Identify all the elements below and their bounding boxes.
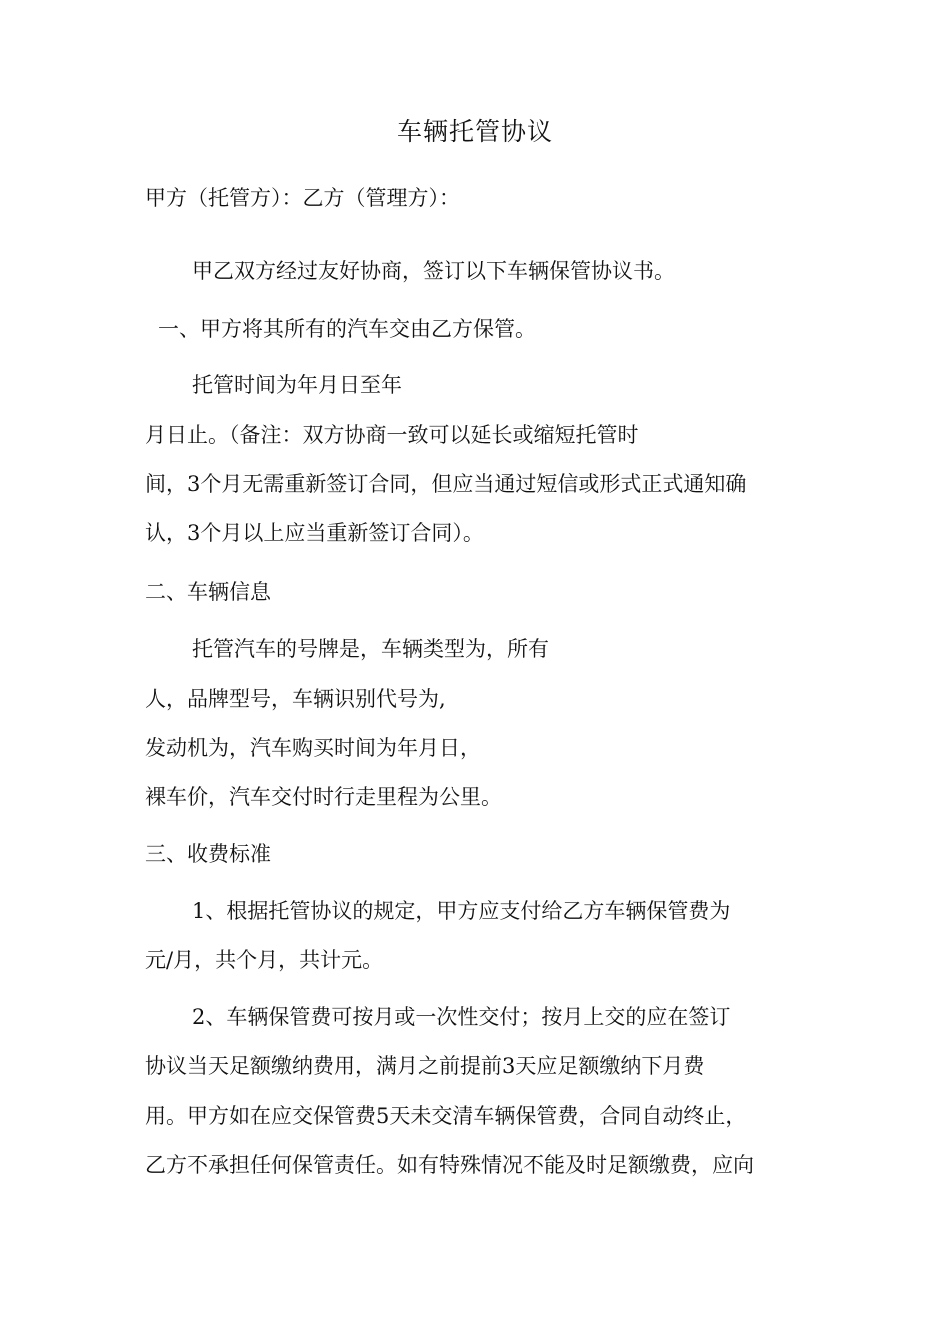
paragraph-line: 用。甲方如在应交保管费5天未交清车辆保管费，合同自动终止， bbox=[145, 1104, 747, 1128]
paragraph-line: 发动机为，汽车购买时间为年月日， bbox=[145, 736, 481, 760]
section-heading: 一、甲方将其所有的汽车交由乙方保管。 bbox=[158, 317, 536, 341]
paragraph-line: 人，品牌型号，车辆识别代号为, bbox=[145, 687, 446, 711]
paragraph-line: 托管时间为年月日至年 bbox=[192, 373, 402, 397]
document-title: 车辆托管协议 bbox=[396, 117, 553, 146]
paragraph-line: 元/月，共个月，共计元。 bbox=[145, 948, 384, 972]
paragraph-line: 认，3个月以上应当重新签订合同）。 bbox=[145, 521, 484, 545]
paragraph-line: 托管汽车的号牌是，车辆类型为，所有 bbox=[192, 637, 549, 661]
section-heading: 三、收费标准 bbox=[145, 842, 271, 866]
paragraph-line: 协议当天足额缴纳费用，满月之前提前3天应足额缴纳下月费 bbox=[145, 1054, 705, 1078]
paragraph-line: 间，3个月无需重新签订合同，但应当通过短信或形式正式通知确 bbox=[145, 472, 747, 496]
paragraph-line: 月日止。（备注：双方协商一致可以延长或缩短托管时 bbox=[145, 423, 639, 447]
paragraph-line: 乙方不承担任何保管责任。如有特殊情况不能及时足额缴费，应向 bbox=[145, 1153, 754, 1177]
section-heading: 二、车辆信息 bbox=[145, 580, 271, 604]
party-line: 甲方（托管方）：乙方（管理方）： bbox=[145, 186, 460, 210]
paragraph-line: 甲乙双方经过友好协商，签订以下车辆保管协议书。 bbox=[192, 259, 675, 283]
paragraph-line: 2、车辆保管费可按月或一次性交付；按月上交的应在签订 bbox=[192, 1005, 731, 1029]
paragraph-line: 1、根据托管协议的规定，甲方应支付给乙方车辆保管费为 bbox=[192, 899, 731, 923]
paragraph-line: 裸车价，汽车交付时行走里程为公里。 bbox=[145, 785, 502, 809]
